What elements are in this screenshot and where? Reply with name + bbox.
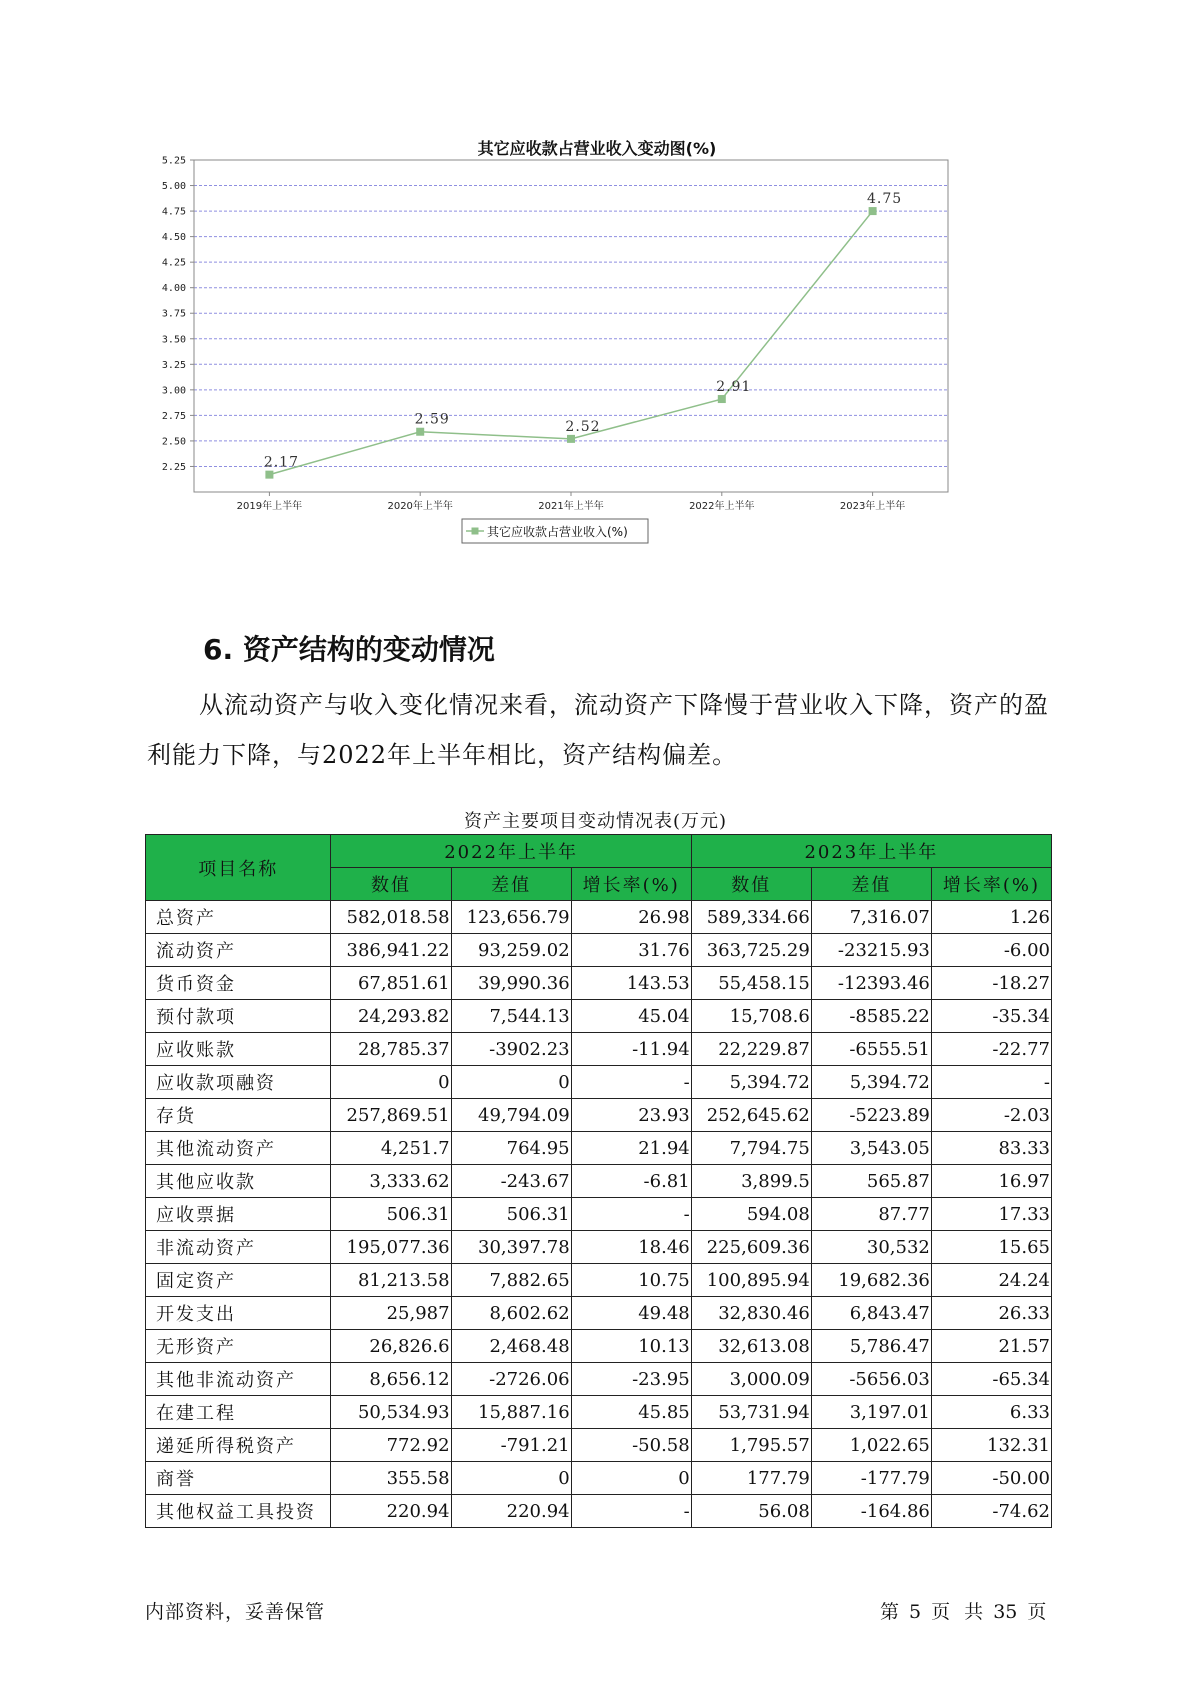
table-row [146, 1066, 1052, 1099]
legend-label: 其它应收款占营业收入(%) [487, 525, 628, 539]
table-row [146, 901, 1052, 934]
table-cell: 195,077.36 [331, 1231, 451, 1264]
table-cell: -22.77 [931, 1033, 1051, 1066]
table-cell: 3,000.09 [691, 1363, 811, 1396]
table-cell: 15.65 [931, 1231, 1051, 1264]
table-row [146, 967, 1052, 1000]
table-cell: 55,458.15 [691, 967, 811, 1000]
table-cell: 7,882.65 [451, 1264, 571, 1297]
table-cell: 177.79 [691, 1462, 811, 1495]
table-cell: - [931, 1066, 1051, 1099]
table-cell: 30,532 [811, 1231, 931, 1264]
data-label: 2.52 [565, 418, 601, 435]
table-row [146, 1429, 1052, 1462]
table-cell: 5,394.72 [691, 1066, 811, 1099]
asset-change-table [145, 834, 1052, 1528]
table-cell: 30,397.78 [451, 1231, 571, 1264]
table-cell: -35.34 [931, 1000, 1051, 1033]
table-cell: 5,786.47 [811, 1330, 931, 1363]
data-point [718, 395, 726, 403]
table-cell: -5223.89 [811, 1099, 931, 1132]
row-item-name: 递延所得税资产 [146, 1429, 331, 1462]
row-item-name: 在建工程 [146, 1396, 331, 1429]
table-cell: 32,613.08 [691, 1330, 811, 1363]
table-cell: - [571, 1495, 691, 1528]
table-cell: 50,534.93 [331, 1396, 451, 1429]
table-cell: 355.58 [331, 1462, 451, 1495]
table-cell: 7,544.13 [451, 1000, 571, 1033]
table-body [146, 901, 1052, 1528]
table-cell: 100,895.94 [691, 1264, 811, 1297]
table-cell: -74.62 [931, 1495, 1051, 1528]
table-cell: 45.04 [571, 1000, 691, 1033]
table-row [146, 934, 1052, 967]
header-item-name: 项目名称 [146, 835, 331, 901]
y-tick-label: 4.25 [161, 257, 186, 269]
table-cell: 0 [451, 1462, 571, 1495]
table-cell: 23.93 [571, 1099, 691, 1132]
row-item-name: 应收票据 [146, 1198, 331, 1231]
table-row [146, 1099, 1052, 1132]
table-cell: 565.87 [811, 1165, 931, 1198]
table-row [146, 1000, 1052, 1033]
table-cell: 49.48 [571, 1297, 691, 1330]
table-cell: 26.33 [931, 1297, 1051, 1330]
chart-title: 其它应收款占营业收入变动图(%) [477, 139, 717, 158]
table-row [146, 1297, 1052, 1330]
table-cell: 10.75 [571, 1264, 691, 1297]
table-cell: 589,334.66 [691, 901, 811, 934]
y-tick-label: 5.25 [161, 155, 186, 167]
y-tick-label: 3.00 [161, 385, 186, 397]
table-cell: -2.03 [931, 1099, 1051, 1132]
data-label: 2.59 [414, 411, 450, 428]
data-label: 4.75 [867, 191, 903, 208]
table-cell: 132.31 [931, 1429, 1051, 1462]
table-cell: -3902.23 [451, 1033, 571, 1066]
table-cell: -791.21 [451, 1429, 571, 1462]
y-tick-label: 3.25 [161, 359, 186, 371]
table-cell: -243.67 [451, 1165, 571, 1198]
table-cell: 15,887.16 [451, 1396, 571, 1429]
table-cell: -6555.51 [811, 1033, 931, 1066]
table-cell: 225,609.36 [691, 1231, 811, 1264]
y-tick-label: 2.75 [161, 410, 186, 422]
data-labels [264, 191, 902, 471]
y-tick-label: 4.75 [161, 206, 186, 218]
table-row [146, 1231, 1052, 1264]
table-cell: 18.46 [571, 1231, 691, 1264]
line-chart [145, 135, 1045, 595]
table-cell: 3,333.62 [331, 1165, 451, 1198]
table-row [146, 1495, 1052, 1528]
table-cell: 24,293.82 [331, 1000, 451, 1033]
section-paragraph: 从流动资产与收入变化情况来看，流动资产下降慢于营业收入下降，资产的盈利能力下降，与2022年上半年相比，资产结构偏差。 [147, 691, 1049, 769]
table-cell: 21.94 [571, 1132, 691, 1165]
table-cell: 386,941.22 [331, 934, 451, 967]
table-cell: 25,987 [331, 1297, 451, 1330]
table-cell: -6.00 [931, 934, 1051, 967]
table-row [146, 1033, 1052, 1066]
table-cell: 8,602.62 [451, 1297, 571, 1330]
table-cell: - [571, 1066, 691, 1099]
row-item-name: 非流动资产 [146, 1231, 331, 1264]
table-cell: 594.08 [691, 1198, 811, 1231]
y-tick-label: 4.50 [161, 232, 186, 244]
table-row [146, 1363, 1052, 1396]
table-cell: 6.33 [931, 1396, 1051, 1429]
x-tick-label: 2022年上半年 [689, 501, 755, 512]
data-label: 2.91 [716, 379, 752, 396]
row-item-name: 预付款项 [146, 1000, 331, 1033]
row-item-name: 开发支出 [146, 1297, 331, 1330]
table-cell: 31.76 [571, 934, 691, 967]
data-point [869, 207, 877, 215]
y-tick-label: 3.75 [161, 308, 186, 320]
footer-confidential-note: 内部资料，妥善保管 [145, 1601, 326, 1623]
x-tick-label: 2021年上半年 [538, 501, 604, 512]
table-cell: 5,394.72 [811, 1066, 931, 1099]
row-item-name: 应收款项融资 [146, 1066, 331, 1099]
footer-page-info [880, 1597, 1060, 1624]
table-cell: 0 [571, 1462, 691, 1495]
table-cell: 0 [331, 1066, 451, 1099]
header-rate: 增长率(%) [931, 868, 1051, 901]
row-item-name: 存货 [146, 1099, 331, 1132]
header-value: 数值 [691, 868, 811, 901]
row-item-name: 其他非流动资产 [146, 1363, 331, 1396]
y-tick-label: 2.25 [161, 461, 186, 473]
y-tick-label: 2.50 [161, 436, 186, 448]
data-point [265, 471, 273, 479]
table-cell: 67,851.61 [331, 967, 451, 1000]
total-pages: 共 35 页 [964, 1601, 1047, 1623]
table-cell: 26.98 [571, 901, 691, 934]
y-tick-label: 4.00 [161, 283, 186, 295]
table-cell: 8,656.12 [331, 1363, 451, 1396]
table-cell: -8585.22 [811, 1000, 931, 1033]
section-title: 6. 资产结构的变动情况 [203, 633, 495, 666]
table-cell: -65.34 [931, 1363, 1051, 1396]
table-cell: 19,682.36 [811, 1264, 931, 1297]
table-cell: 21.57 [931, 1330, 1051, 1363]
table-cell: 87.77 [811, 1198, 931, 1231]
row-item-name: 无形资产 [146, 1330, 331, 1363]
table-cell: -50.00 [931, 1462, 1051, 1495]
table-cell: 83.33 [931, 1132, 1051, 1165]
table-cell: 7,316.07 [811, 901, 931, 934]
table-cell: 2,468.48 [451, 1330, 571, 1363]
table-cell: 257,869.51 [331, 1099, 451, 1132]
table-cell: 16.97 [931, 1165, 1051, 1198]
table-cell: -6.81 [571, 1165, 691, 1198]
header-diff: 差值 [811, 868, 931, 901]
y-tick-label: 3.50 [161, 334, 186, 346]
page-number: 第 5 页 [880, 1601, 951, 1623]
table-row [146, 1462, 1052, 1495]
table-cell: 53,731.94 [691, 1396, 811, 1429]
table-cell: 81,213.58 [331, 1264, 451, 1297]
table-cell: -18.27 [931, 967, 1051, 1000]
table-cell: 17.33 [931, 1198, 1051, 1231]
table-cell: 220.94 [331, 1495, 451, 1528]
header-diff: 差值 [451, 868, 571, 901]
table-cell: -50.58 [571, 1429, 691, 1462]
row-item-name: 商誉 [146, 1462, 331, 1495]
x-tick-label: 2023年上半年 [839, 501, 906, 512]
table-cell: -2726.06 [451, 1363, 571, 1396]
table-cell: 506.31 [451, 1198, 571, 1231]
table-cell: -164.86 [811, 1495, 931, 1528]
data-point [567, 435, 575, 443]
table-cell: 32,830.46 [691, 1297, 811, 1330]
x-tick-label: 2019年上半年 [236, 501, 303, 512]
table-cell: -12393.46 [811, 967, 931, 1000]
table-cell: 1,022.65 [811, 1429, 931, 1462]
row-item-name: 总资产 [146, 901, 331, 934]
data-label: 2.17 [263, 454, 299, 471]
legend-marker [472, 528, 479, 535]
chart-legend [462, 519, 648, 543]
header-period-2022: 2022年上半年 [331, 835, 691, 868]
y-tick-label: 5.00 [161, 181, 186, 193]
table-cell: 123,656.79 [451, 901, 571, 934]
table-cell: -5656.03 [811, 1363, 931, 1396]
table-cell: 1,795.57 [691, 1429, 811, 1462]
table-cell: 45.85 [571, 1396, 691, 1429]
table-cell: -23.95 [571, 1363, 691, 1396]
x-tick-label: 2020年上半年 [387, 501, 453, 512]
table-cell: 3,899.5 [691, 1165, 811, 1198]
header-period-2023: 2023年上半年 [691, 835, 1051, 868]
data-point [416, 428, 424, 436]
table-cell: - [571, 1198, 691, 1231]
header-value: 数值 [331, 868, 451, 901]
table-cell: -177.79 [811, 1462, 931, 1495]
table-cell: 220.94 [451, 1495, 571, 1528]
table-cell: 772.92 [331, 1429, 451, 1462]
table-caption: 资产主要项目变动情况表(万元) [463, 811, 728, 832]
table-cell: 4,251.7 [331, 1132, 451, 1165]
table-cell: 0 [451, 1066, 571, 1099]
table-cell: 3,543.05 [811, 1132, 931, 1165]
table-cell: 15,708.6 [691, 1000, 811, 1033]
table-cell: 363,725.29 [691, 934, 811, 967]
table-cell: 39,990.36 [451, 967, 571, 1000]
table-row [146, 1396, 1052, 1429]
row-item-name: 其他应收款 [146, 1165, 331, 1198]
table-cell: 28,785.37 [331, 1033, 451, 1066]
table-cell: 252,645.62 [691, 1099, 811, 1132]
table-cell: 22,229.87 [691, 1033, 811, 1066]
table-cell: 10.13 [571, 1330, 691, 1363]
table-cell: 7,794.75 [691, 1132, 811, 1165]
row-item-name: 应收账款 [146, 1033, 331, 1066]
table-cell: 93,259.02 [451, 934, 571, 967]
table-cell: 764.95 [451, 1132, 571, 1165]
table-row [146, 1264, 1052, 1297]
table-cell: 26,826.6 [331, 1330, 451, 1363]
row-item-name: 其他权益工具投资 [146, 1495, 331, 1528]
y-axis-ticks [162, 156, 194, 473]
table-cell: 582,018.58 [331, 901, 451, 934]
table-cell: 49,794.09 [451, 1099, 571, 1132]
row-item-name: 固定资产 [146, 1264, 331, 1297]
table-cell: -11.94 [571, 1033, 691, 1066]
table-cell: 3,197.01 [811, 1396, 931, 1429]
row-item-name: 货币资金 [146, 967, 331, 1000]
x-axis-ticks [237, 492, 906, 512]
table-cell: 6,843.47 [811, 1297, 931, 1330]
row-item-name: 流动资产 [146, 934, 331, 967]
data-points [265, 207, 876, 479]
table-cell: 143.53 [571, 967, 691, 1000]
table-cell: 24.24 [931, 1264, 1051, 1297]
table-row [146, 1330, 1052, 1363]
table-cell: 506.31 [331, 1198, 451, 1231]
table-row [146, 1132, 1052, 1165]
table-cell: 1.26 [931, 901, 1051, 934]
header-rate: 增长率(%) [571, 868, 691, 901]
table-row [146, 1198, 1052, 1231]
row-item-name: 其他流动资产 [146, 1132, 331, 1165]
table-cell: 56.08 [691, 1495, 811, 1528]
table-row [146, 1165, 1052, 1198]
table-cell: -23215.93 [811, 934, 931, 967]
